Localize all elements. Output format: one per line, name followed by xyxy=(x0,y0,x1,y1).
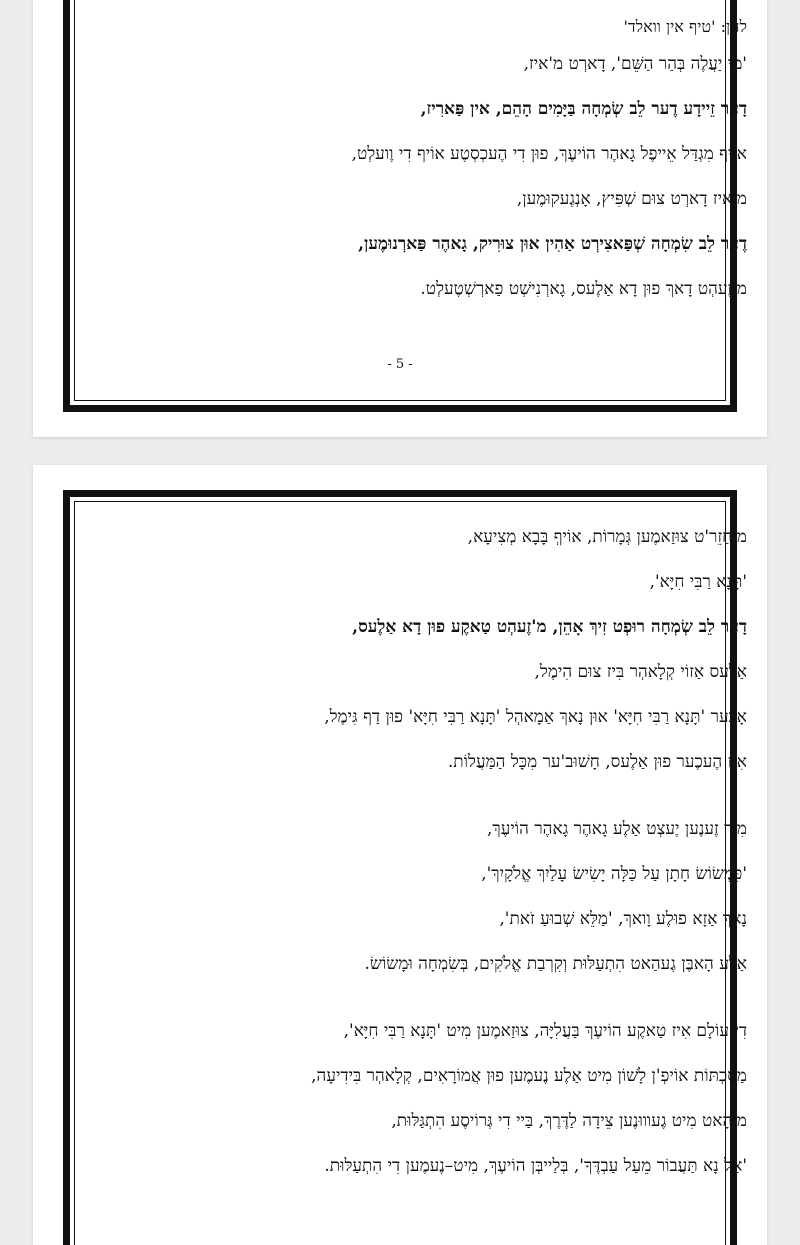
tune-line: לחן: 'טיף אין וואלד' xyxy=(623,17,747,36)
verse-line: אָבֶּער 'תָּנָא רַבִּי חִיָּא' אוּן נָאךְ אַמָאהְל 'תָּנָא רַבִּי חִיָּא' פוּן דַף גִּימֶל, xyxy=(324,707,747,727)
page-6-text xyxy=(53,515,747,1189)
verse-line: 'מי יַעֲלֶה בְּהַר הַשֵּׁם', דָארְט מ'איז, xyxy=(523,54,747,74)
page-5 xyxy=(33,0,767,437)
verse-line: דִי עוֹלָם אִיז טַאקֶע הוֹיעֶךְ בַּעֲלִיָּה, צוּזַאמֶען מִיט 'תָּנָא רַבִּי חִיָּא', xyxy=(343,1021,747,1041)
stanza-gap xyxy=(53,785,747,807)
verse-line: 'כִּמְשׂוֹשׂ חָתָן עַל כַּלָּה יָשִׂישׂ עָלַיִךְ אֱלֹקָיִךְ', xyxy=(481,864,747,884)
page-6 xyxy=(33,465,767,1245)
verse-line: אוֹיף מִגְדַּל אֵייפֶל גָאהֶר הוֹיעֶךְ, פוּן דִי הֶעכְסְטֶע אוֹיף דִי וֶועלְט, xyxy=(351,144,747,164)
verse-line: אַלֶע הָאבֶּן גֶעהַאט הִתְעַלּוּת וְקִרְבַת אֱלֹקִים, בְּשִׂמְחָה וּמָשׂוֹשׂ. xyxy=(364,954,747,974)
stanza-gap xyxy=(53,987,747,1009)
verse-line: דָער זֵיידָע דֶער לֵב שְׂמְחָה בַּיָּמִים הָהֵם, אין פַּארִיז, xyxy=(420,99,747,119)
verse-line: דֶער לֵב שִׂמְחָה שְׁפַּאצִירְט אַהִין אוּן צוּרִיק, גָאהֶר פַּארְנוּמֶען, xyxy=(358,234,747,254)
verse-line: נָאךְ אַזָא פוּלֶע וָואךְ, 'מַלֵּא שְׁבוּעַ זֹאת', xyxy=(499,909,747,929)
page-5-text xyxy=(53,12,747,312)
verse-line: אַלֶעס אַזוֹי קְלָאהְר בִּיז צוּם הִימֶל, xyxy=(534,662,747,682)
verse-line: מ'הָאט מִיט גֶעװוּנֶען צֵידָה לַדֶּרֶךְ, בַּיי דִי גְּרוֹיסֶע הִתְגַּלּוּת, xyxy=(391,1111,747,1131)
verse-line: דָער לֵב שְׂמְחָה רוּפְט זִיךְ אָהֵן, מ'זֶעהְט טַאקֶע פוּן דָא אַלֶעס, xyxy=(352,617,747,637)
verse-line: 'אַל נָא תַּעֲבוֹר מֵעַל עַבְדֶּךָ', בְּלַייבְּן הוֹיעֶךְ, מִיט–נֶעמֶען דִי הִתְעַלּוּת. xyxy=(324,1156,747,1176)
verse-line: 'תָּנָא רַבִּי חִיָּא', xyxy=(649,572,747,592)
page-number: - 5 - xyxy=(387,357,413,372)
verse-line: מ'זֶעהְט דָאךְ פוּן דָא אַלֶעס, גָארְנִישְׁט פַארְשְׁטֶעלְט. xyxy=(420,279,747,299)
verse-line: מַסֶכְתּוֹת אוֹיפְ'ן לָשׁוֹן מִיט אַלֶע נֶעמֶען פוּן אֲמוֹרָאִים, קְלָאהְר בִּידִיעָה, xyxy=(311,1066,747,1086)
verse-line: מ'חַזֵר'ט צוּזַאמֶען גְּמָרוֹת, אוֹיףְ בָּבָא מְצִיעָא, xyxy=(467,527,747,547)
verse-line: אִיז הֶעכֶער פוּן אַלֶעס, חָשׁוּב'ער מִכָּל הַמַּעֲלוֹת. xyxy=(447,752,747,772)
verse-line: מ'איז דָארְט צוּם שְׁפִּיץ, אָנְגֶעקוּמֶען, xyxy=(516,189,747,209)
verse-line: מִיר זֶענֶען יֶעצְט אַלֶע גָאהֶר גָאהֶר הוֹיעֶךְ, xyxy=(486,819,747,839)
